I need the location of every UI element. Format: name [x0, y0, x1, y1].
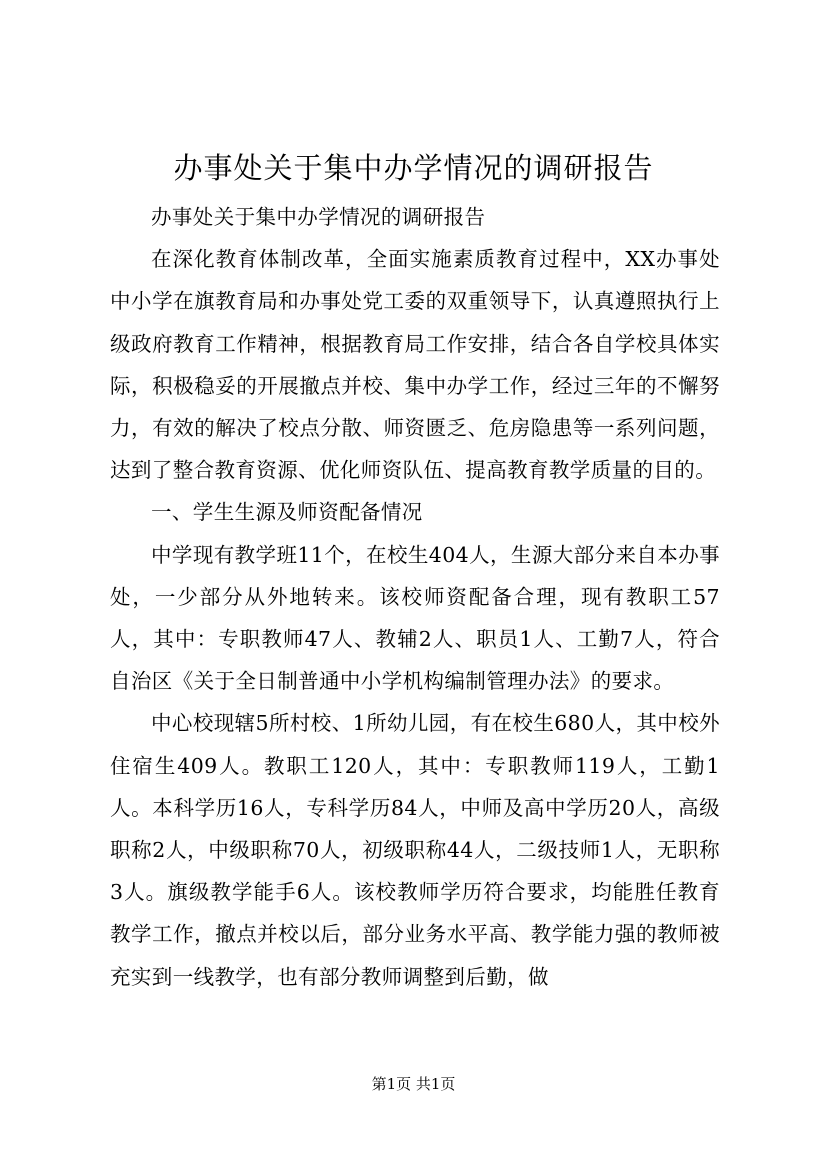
paragraph-intro: 在深化教育体制改革，全面实施素质教育过程中，XX办事处中小学在旗教育局和办事处党工委的双重领导下，认真遵照执行上级政府教育工作精神，根据教育局工作安排，结合各自学校具体实际，积极稳妥的开展撤点并校、集中办学工作，经过三年的不懈努力，有效的解决了校点分散、师资匮乏、危房隐患等一系列问题，达到了整合教育资源、优化师资队伍、提高教育教学质量的目的。 — [110, 247, 720, 483]
page-footer: 第1页 共1页 — [371, 1075, 456, 1093]
paragraph-subtitle: 办事处关于集中办学情况的调研报告 — [151, 205, 486, 229]
section-heading: 一、学生生源及师资配备情况 — [151, 500, 423, 525]
paragraph-central-school: 中心校现辖5所村校、1所幼儿园，有在校生680人，其中校外住宿生409人。教职工120人，其中：专职教师119人，工勤1人。本科学历16人，专科学历84人，中师及高中学历20人，高级职称2人，中级职称70人，初级职称44人，二级技师1人，无职称3人。旗级教学能手6人。该校教师学历符合要求，均能胜任教育教学工作，撤点并校以后，部分业务水平高、教学能力强的教师被充实到一线教学，也有部分教师调整到后勤，做 — [110, 711, 720, 989]
document-body — [110, 196, 720, 998]
document-title: 办事处关于集中办学情况的调研报告 — [173, 151, 654, 185]
paragraph-middle-school: 中学现有教学班11个，在校生404人，生源大部分来自本办事处，一少部分从外地转来。该校师资配备合理，现有教职工57人，其中：专职教师47人、教辅2人、职员1人、工勤7人，符合自治区《关于全日制普通中小学机构编制管理办法》的要求。 — [110, 542, 720, 694]
